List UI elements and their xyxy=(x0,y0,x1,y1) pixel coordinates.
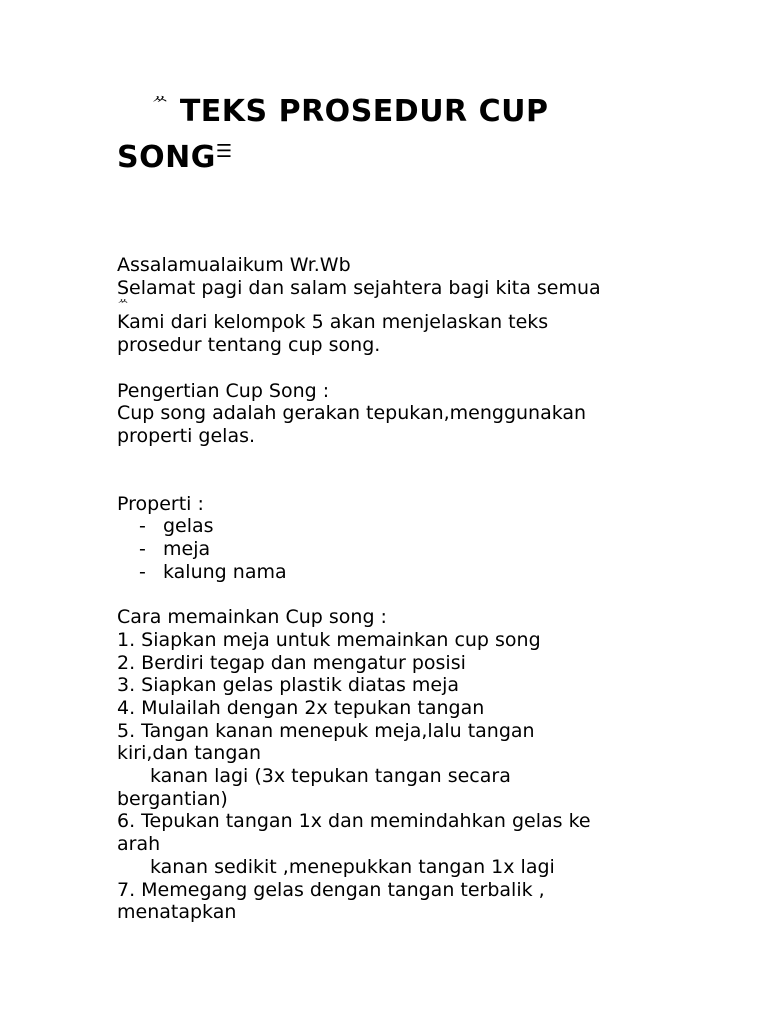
title-suffix-symbol: ☰ xyxy=(215,141,233,162)
title-prefix-symbol: ᄊ xyxy=(151,95,169,116)
list-item-text: gelas xyxy=(163,515,214,538)
list-item xyxy=(117,515,677,538)
list-item xyxy=(117,538,677,561)
title-text-2: SONG xyxy=(117,140,216,175)
step-5-line-3: kanan lagi (3x tepukan tangan secara xyxy=(150,765,511,788)
step-7-line-1: 7. Memegang gelas dengan tangan terbalik , xyxy=(117,878,545,901)
document-page xyxy=(117,86,677,924)
greeting-line-1: Assalamualaikum Wr.Wb xyxy=(117,254,351,276)
step-2: 2. Berdiri tegap dan mengatur posisi xyxy=(117,651,466,674)
document-body xyxy=(117,254,677,924)
properties-section xyxy=(117,493,677,584)
greeting-symbol: ᄊ xyxy=(117,298,129,313)
list-item xyxy=(117,561,677,584)
title-line-2 xyxy=(117,132,677,178)
greeting-line-2: Selamat pagi dan salam sejahtera bagi kita semua xyxy=(117,276,601,299)
list-item-text: kalung nama xyxy=(163,560,287,583)
properties-heading: Properti : xyxy=(117,492,204,515)
step-1: 1. Siapkan meja untuk memainkan cup song xyxy=(117,628,541,651)
properties-list xyxy=(117,515,677,583)
greeting-section xyxy=(117,254,677,357)
step-7-line-2: menatapkan xyxy=(117,901,237,924)
bullet-dash: - xyxy=(139,538,146,561)
definition-heading: Pengertian Cup Song : xyxy=(117,379,330,402)
bullet-dash: - xyxy=(139,515,146,538)
step-6-line-2: arah xyxy=(117,833,161,856)
step-5-line-4: bergantian) xyxy=(117,787,228,810)
step-3: 3. Siapkan gelas plastik diatas meja xyxy=(117,674,459,697)
step-6-line-1: 6. Tepukan tangan 1x dan memindahkan gelas ke xyxy=(117,810,591,833)
step-6-line-3: kanan sedikit ,menepukkan tangan 1x lagi xyxy=(150,855,555,878)
step-5-line-1: 5. Tangan kanan menepuk meja,lalu tangan xyxy=(117,719,535,742)
title-text-1: TEKS PROSEDUR CUP xyxy=(179,94,549,129)
steps-section xyxy=(117,606,677,924)
step-5-line-2: kiri,dan tangan xyxy=(117,742,262,765)
greeting-line-4: prosedur tentang cup song. xyxy=(117,334,381,357)
definition-line-2: properti gelas. xyxy=(117,424,256,447)
step-4: 4. Mulailah dengan 2x tepukan tangan xyxy=(117,696,485,719)
greeting-line-3: Kami dari kelompok 5 akan menjelaskan teks xyxy=(117,311,549,334)
definition-section xyxy=(117,380,677,448)
document-title xyxy=(117,86,677,178)
bullet-dash: - xyxy=(139,560,146,583)
steps-heading: Cara memainkan Cup song : xyxy=(117,606,387,629)
definition-line-1: Cup song adalah gerakan tepukan,menggunakan xyxy=(117,402,587,425)
list-item-text: meja xyxy=(163,538,211,561)
title-line-1 xyxy=(117,86,677,132)
